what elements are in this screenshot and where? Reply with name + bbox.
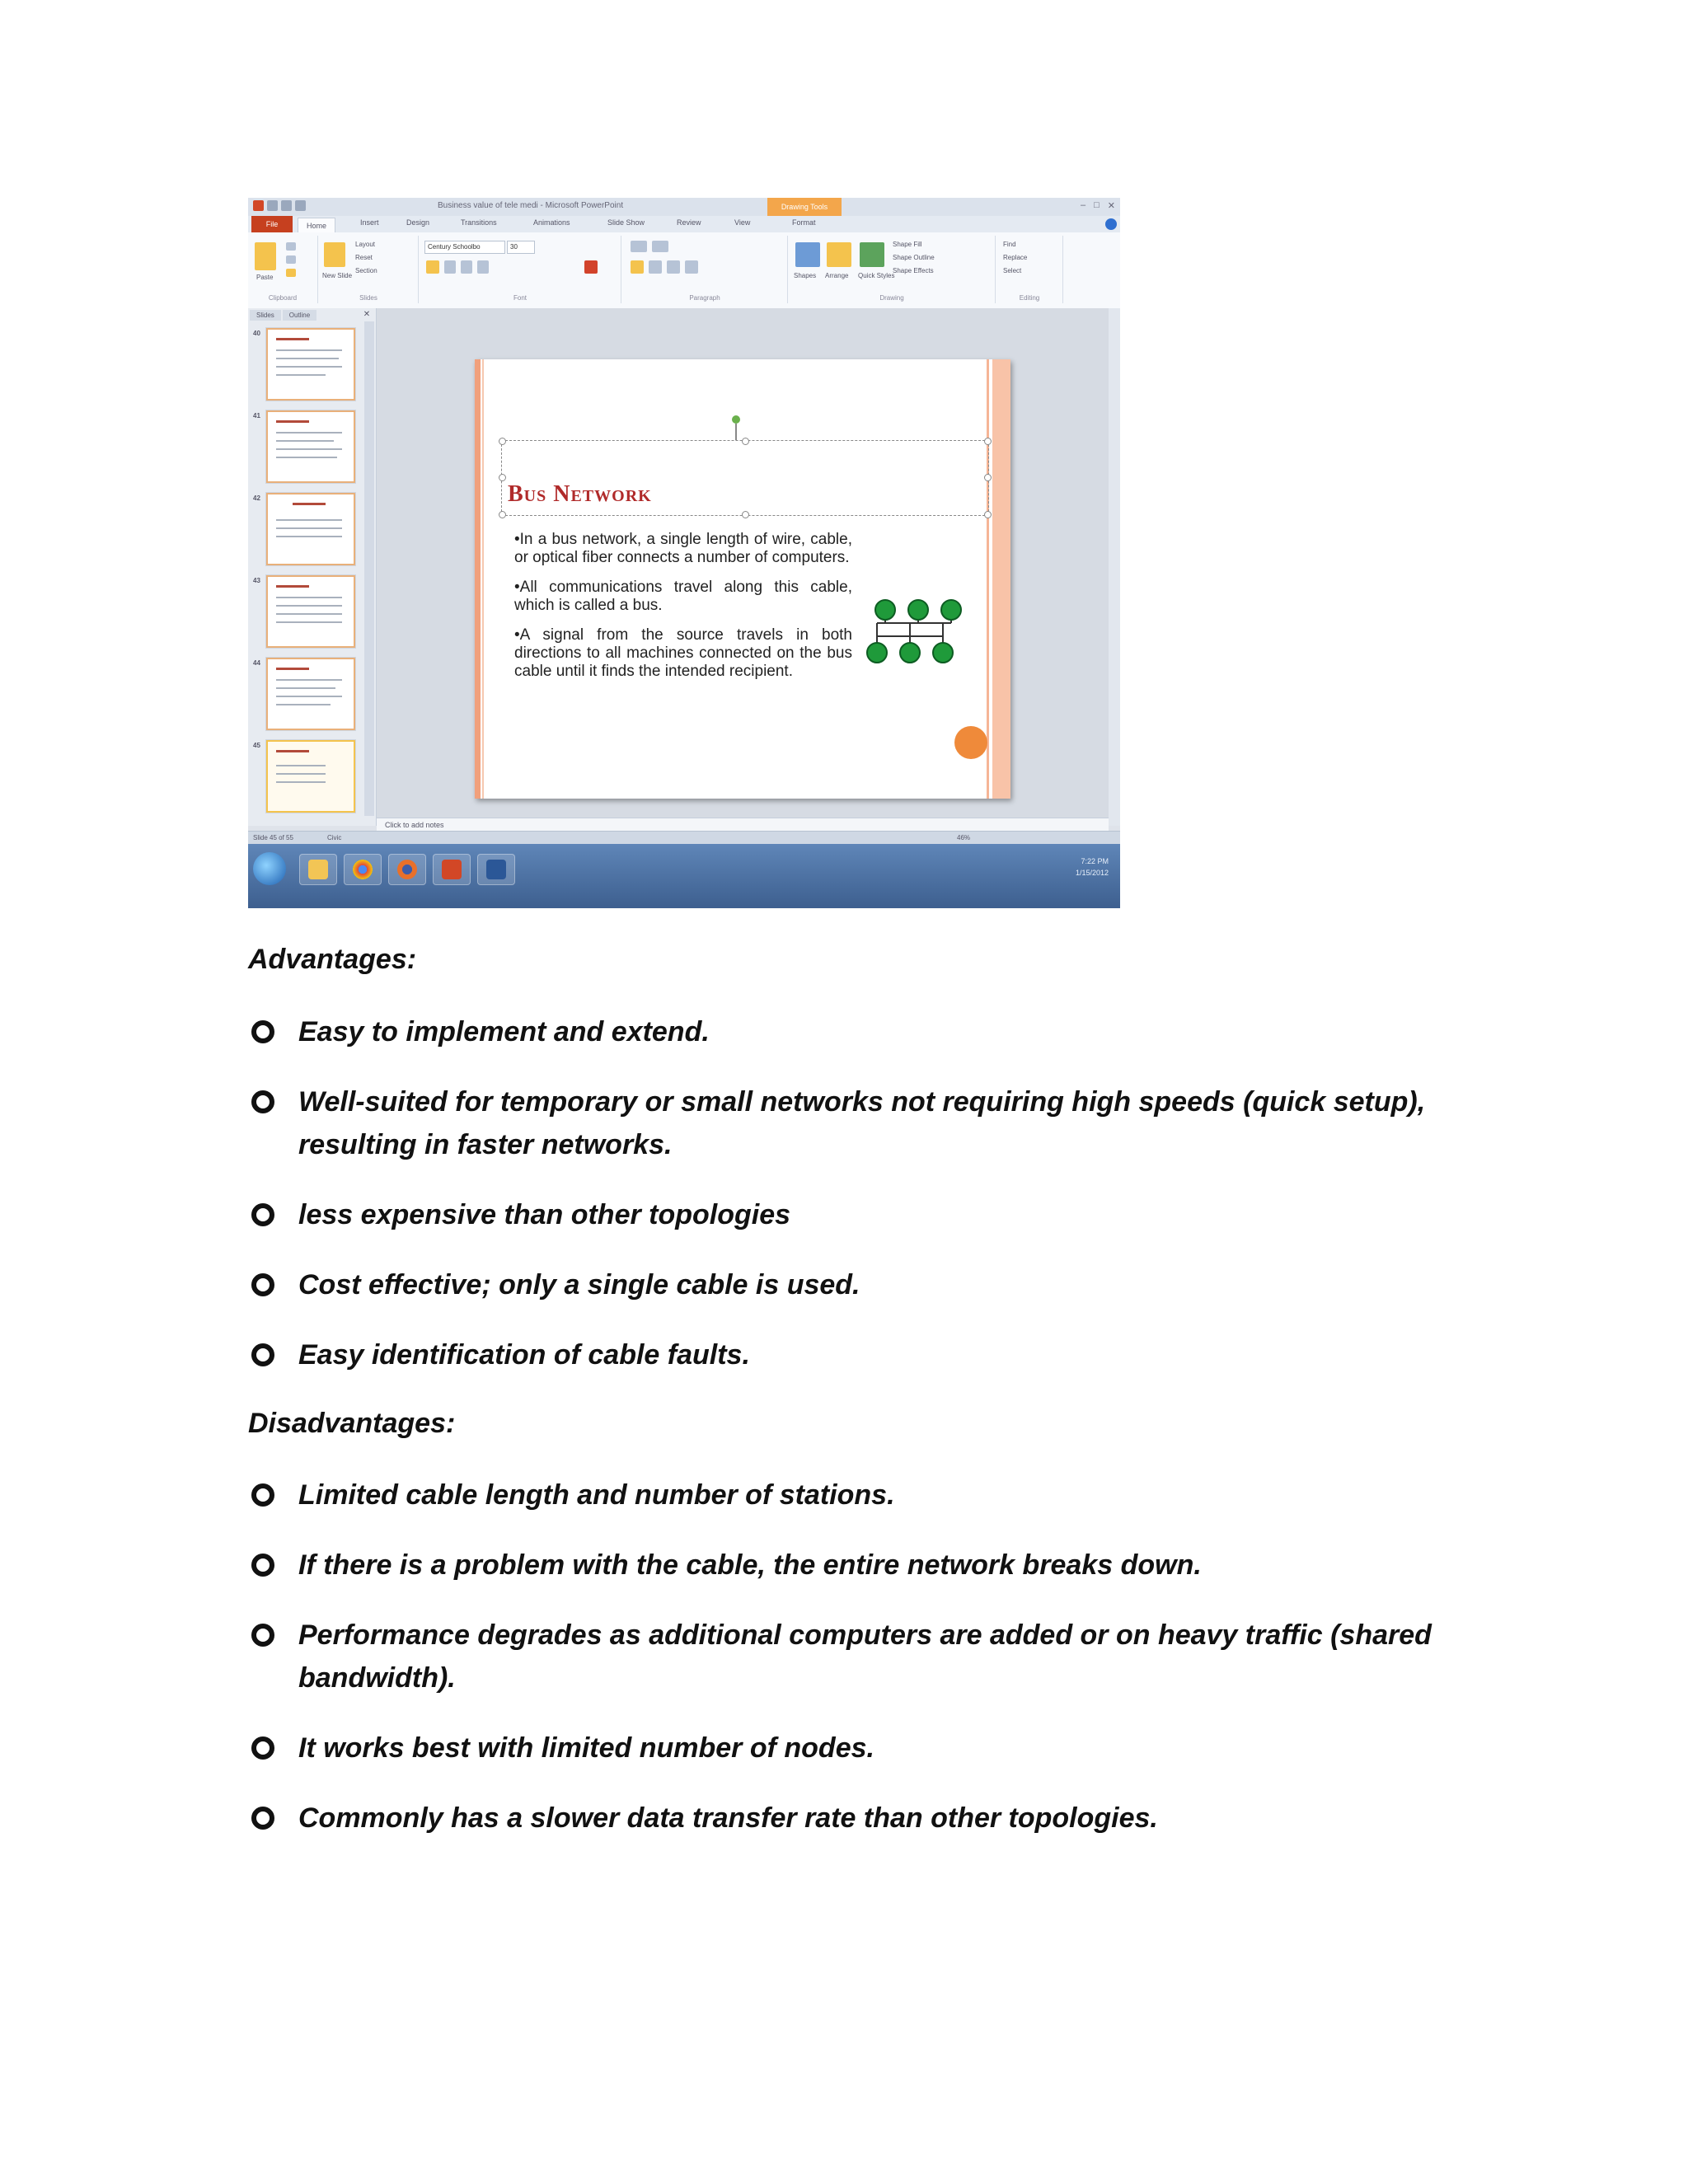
explorer-taskbar-button[interactable] <box>299 854 337 885</box>
editing-group <box>996 236 1063 303</box>
slides-pane <box>248 308 377 826</box>
slide-thumbnail[interactable] <box>266 328 355 401</box>
quick-styles-label: Quick Styles <box>858 272 895 279</box>
current-slide[interactable] <box>475 359 1010 799</box>
bullet-circle-icon <box>251 1736 274 1760</box>
network-node <box>900 643 920 663</box>
network-node <box>908 600 928 620</box>
disadvantage-item: Limited cable length and number of stations. <box>298 1479 895 1511</box>
windows-taskbar <box>248 844 1120 908</box>
folder-icon <box>308 860 328 879</box>
slide-number: 40 <box>253 330 260 337</box>
slide-bullet: •In a bus network, a single length of wire, cable, or optical fiber connects a number of computers. <box>514 531 852 566</box>
drawing-group <box>789 236 996 303</box>
disadvantage-item: Commonly has a slower data transfer rate than other topologies. <box>298 1802 1158 1834</box>
tab-design[interactable]: Design <box>406 218 430 227</box>
ribbon-tabs <box>248 216 1120 232</box>
title-bar <box>248 198 1120 217</box>
bullet-circle-icon <box>251 1807 274 1830</box>
powerpoint-screenshot <box>248 198 1120 908</box>
advantage-item: Easy to implement and extend. <box>298 1016 710 1047</box>
network-node <box>933 643 953 663</box>
bullet-circle-icon <box>251 1343 274 1366</box>
font-group <box>420 236 621 303</box>
quick-styles-icon[interactable] <box>860 242 884 267</box>
slide-counter: Slide 45 of 55 <box>253 834 293 841</box>
powerpoint-icon <box>442 860 462 879</box>
slide-thumbnail[interactable] <box>266 410 355 483</box>
powerpoint-app-icon <box>253 200 264 211</box>
new-slide-label: New Slide <box>322 272 353 279</box>
bullet-circle-icon <box>251 1624 274 1647</box>
firefox-taskbar-button[interactable] <box>388 854 426 885</box>
save-icon[interactable] <box>267 200 278 211</box>
drawing-group-label: Drawing <box>879 294 904 302</box>
replace-button[interactable]: Replace <box>1003 254 1028 261</box>
find-button[interactable]: Find <box>1003 241 1016 248</box>
shapes-icon[interactable] <box>795 242 820 267</box>
font-name-select[interactable]: Century Schoolbo <box>424 241 505 254</box>
bus-topology-diagram <box>860 598 968 664</box>
network-node <box>867 643 887 663</box>
align-center-icon[interactable] <box>649 260 662 274</box>
align-left-icon[interactable] <box>631 260 644 274</box>
slide-body[interactable] <box>514 531 852 692</box>
rotate-handle[interactable] <box>732 415 740 424</box>
maximize-icon[interactable]: □ <box>1094 200 1100 210</box>
slide-number: 44 <box>253 659 260 667</box>
paragraph-group <box>622 236 788 303</box>
font-color-icon[interactable] <box>584 260 598 274</box>
window-title: Business value of tele medi - Microsoft PowerPoint <box>438 201 624 210</box>
tab-file[interactable]: File <box>251 216 293 232</box>
bullets-icon[interactable] <box>631 241 647 252</box>
powerpoint-taskbar-button[interactable] <box>433 854 471 885</box>
tab-animations[interactable]: Animations <box>533 218 570 227</box>
paste-icon[interactable] <box>255 242 276 270</box>
slide-number: 45 <box>253 742 260 749</box>
tab-transitions[interactable]: Transitions <box>461 218 497 227</box>
arrange-icon[interactable] <box>827 242 851 267</box>
slide-thumbnail-selected[interactable] <box>266 740 355 813</box>
zoom-level[interactable]: 46% <box>957 834 971 841</box>
bold-icon[interactable] <box>426 260 439 274</box>
slide-thumbnail[interactable] <box>266 575 355 648</box>
tab-outline[interactable]: Outline <box>283 310 316 321</box>
section-button[interactable]: Section <box>355 267 377 274</box>
editor-scrollbar[interactable] <box>1109 308 1120 826</box>
clock-date: 1/15/2012 <box>1075 869 1109 877</box>
select-button[interactable]: Select <box>1003 267 1022 274</box>
window-controls <box>1081 200 1115 211</box>
advantage-item: Easy identification of cable faults. <box>298 1339 750 1371</box>
disadvantage-item: Performance degrades as additional computers are added or on heavy traffic (shared bandwidth). <box>298 1619 1432 1694</box>
tab-home[interactable]: Home <box>298 218 335 233</box>
slide-bullet: •All communications travel along this cable, which is called a bus. <box>514 579 852 614</box>
slide-number: 41 <box>253 412 260 419</box>
disadvantages-heading: Disadvantages: <box>248 1408 456 1439</box>
word-taskbar-button[interactable] <box>477 854 515 885</box>
status-bar <box>248 831 1120 845</box>
bullet-circle-icon <box>251 1203 274 1226</box>
slide-number: 42 <box>253 494 260 502</box>
italic-icon[interactable] <box>444 260 456 274</box>
undo-icon[interactable] <box>281 200 292 211</box>
slide-thumbnail[interactable] <box>266 493 355 565</box>
font-group-label: Font <box>513 294 527 302</box>
tab-insert[interactable]: Insert <box>360 218 379 227</box>
network-node <box>941 600 961 620</box>
shape-outline-button[interactable]: Shape Outline <box>893 254 935 261</box>
shape-fill-button[interactable]: Shape Fill <box>893 241 922 248</box>
slides-pane-scrollbar[interactable] <box>364 321 374 816</box>
pane-tabs <box>250 310 316 321</box>
disadvantage-item: If there is a problem with the cable, the entire network breaks down. <box>298 1549 1202 1581</box>
bullet-circle-icon <box>251 1020 274 1043</box>
firefox-icon <box>397 860 417 879</box>
shape-effects-button[interactable]: Shape Effects <box>893 267 934 274</box>
slide-title[interactable]: Bus Network <box>508 481 652 507</box>
slide-thumbnail[interactable] <box>266 658 355 730</box>
shapes-label: Shapes <box>794 272 817 279</box>
redo-icon[interactable] <box>295 200 306 211</box>
notes-pane[interactable]: Click to add notes <box>377 818 1109 831</box>
network-node <box>875 600 895 620</box>
close-icon[interactable]: ✕ <box>1107 201 1115 211</box>
format-painter-icon[interactable] <box>286 269 296 277</box>
numbering-icon[interactable] <box>652 241 668 252</box>
paragraph-group-label: Paragraph <box>689 294 720 302</box>
arrange-label: Arrange <box>825 272 849 279</box>
new-slide-icon[interactable] <box>324 242 345 267</box>
tab-format[interactable]: Format <box>792 218 816 227</box>
slide-number: 43 <box>253 577 260 584</box>
justify-icon[interactable] <box>685 260 698 274</box>
tab-slides[interactable]: Slides <box>250 310 281 321</box>
layout-button[interactable]: Layout <box>355 241 376 248</box>
disadvantage-item: It works best with limited number of nodes. <box>298 1732 874 1764</box>
advantages-heading: Advantages: <box>248 944 417 975</box>
strikethrough-icon[interactable] <box>477 260 489 274</box>
close-icon[interactable]: ✕ <box>363 310 371 319</box>
system-clock[interactable] <box>1076 855 1109 879</box>
bullet-circle-icon <box>251 1483 274 1507</box>
slides-group-label: Slides <box>359 294 377 302</box>
quick-access-toolbar <box>253 200 306 211</box>
clipboard-group <box>248 236 318 303</box>
bullet-circle-icon <box>251 1090 274 1113</box>
clipboard-group-label: Clipboard <box>268 294 298 302</box>
decorative-circle <box>954 726 987 759</box>
copy-icon[interactable] <box>286 255 296 264</box>
chrome-taskbar-button[interactable] <box>344 854 382 885</box>
advantage-item: Cost effective; only a single cable is used. <box>298 1269 860 1301</box>
advantage-item: less expensive than other topologies <box>298 1199 791 1230</box>
editing-group-label: Editing <box>1019 294 1040 302</box>
paste-label: Paste <box>256 274 274 281</box>
underline-icon[interactable] <box>461 260 472 274</box>
tab-slide-show[interactable]: Slide Show <box>607 218 645 227</box>
slide-bullet: •A signal from the source travels in both directions to all machines connected on the bus cable until it finds the intended recipient. <box>514 626 852 680</box>
slides-group <box>319 236 419 303</box>
align-right-icon[interactable] <box>667 260 680 274</box>
minimize-icon[interactable]: – <box>1081 200 1086 210</box>
tab-review[interactable]: Review <box>677 218 701 227</box>
advantage-item: Well-suited for temporary or small networks not requiring high speeds (quick setup), resulting in faster networks. <box>298 1086 1426 1160</box>
start-button[interactable] <box>253 852 286 885</box>
chrome-icon <box>353 860 373 879</box>
reset-button[interactable]: Reset <box>355 254 373 261</box>
bullet-circle-icon <box>251 1554 274 1577</box>
theme-name: Civic <box>327 834 342 841</box>
drawing-tools-context-tab[interactable]: Drawing Tools <box>767 198 842 216</box>
tab-view[interactable]: View <box>734 218 751 227</box>
clock-time: 7:22 PM <box>1081 857 1109 865</box>
font-size-select[interactable]: 30 <box>507 241 535 254</box>
bullet-circle-icon <box>251 1273 274 1296</box>
cut-icon[interactable] <box>286 242 296 251</box>
help-icon[interactable] <box>1105 218 1117 230</box>
word-icon <box>486 860 506 879</box>
ribbon <box>248 232 1120 309</box>
